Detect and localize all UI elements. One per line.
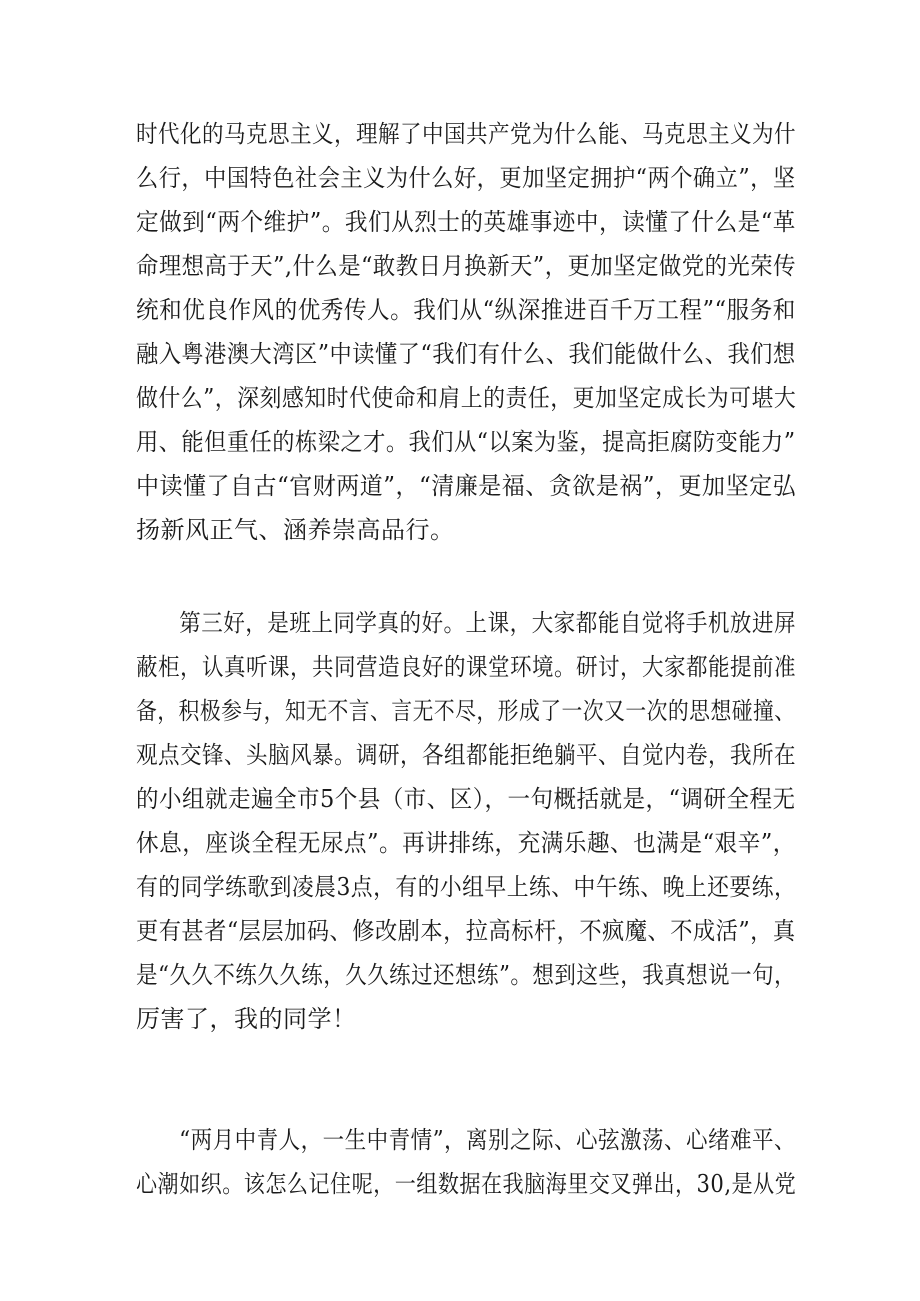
text-line: 统和优良作风的优秀传人。我们从“纵深推进百千万工程”“服务和 <box>136 296 796 324</box>
text-line: “两月中青人，一生中青情”，离别之际、心弦激荡、心绪难平、 <box>179 1126 797 1154</box>
text-line: 休息，座谈全程无尿点”。再讲排练，充满乐趣、也满是“艰辛”， <box>136 829 796 857</box>
text-line: 第三好，是班上同学真的好。上课，大家都能自觉将手机放进屏 <box>179 609 797 637</box>
text-line: 用、能但重任的栋梁之才。我们从“以案为鉴，提高拒腐防变能力” <box>136 428 796 456</box>
text-line: 融入粤港澳大湾区”中读懂了“我们有什么、我们能做什么、我们想 <box>136 340 796 368</box>
text-line: 厉害了，我的同学！ <box>136 1005 357 1033</box>
text-line: 时代化的马克思主义，理解了中国共产党为什么能、马克思主义为什 <box>136 120 797 148</box>
text-line: 定做到“两个维护”。我们从烈士的英雄事迹中，读懂了什么是“革 <box>136 208 796 236</box>
text-line: 心潮如织。该怎么记住呢，一组数据在我脑海里交叉弹出，30,是从党 <box>136 1170 797 1198</box>
text-line: 蔽柜，认真听课，共同营造良好的课堂环境。研讨，大家都能提前准 <box>136 653 797 681</box>
text-line: 观点交锋、头脑风暴。调研，各组都能拒绝躺平、自觉内卷，我所在 <box>136 741 797 769</box>
text-line: 是“久久不练久久练，久久练过还想练”。想到这些，我真想说一句， <box>136 961 797 989</box>
text-line: 扬新风正气、涵养崇高品行。 <box>136 516 455 544</box>
text-line: 中读懂了自古“官财两道”，“清廉是福、贪欲是祸”，更加坚定弘 <box>136 472 797 500</box>
text-line: 么行，中国特色社会主义为什么好，更加坚定拥护“两个确立”，坚 <box>136 164 796 192</box>
text-line: 命理想高于天”,什么是“敢教日月换新天”，更加坚定做党的光荣传 <box>136 252 796 280</box>
text-line: 有的同学练歌到凌晨3点，有的小组早上练、中午练、晚上还要练， <box>136 873 797 901</box>
text-line: 备，积极参与，知无不言、言无不尽，形成了一次又一次的思想碰撞、 <box>136 697 796 725</box>
paragraph-2 <box>136 601 796 1041</box>
text-line: 做什么”，深刻感知时代使命和肩上的责任，更加坚定成长为可堪大 <box>136 384 797 412</box>
paragraph-3 <box>136 1118 796 1206</box>
text-line: 的小组就走遍全市5个县（市、区），一句概括就是，“调研全程无 <box>136 785 796 813</box>
paragraph-1 <box>136 112 796 552</box>
text-line: 更有甚者“层层加码、修改剧本，拉高标杆，不疯魔、不成活”，真 <box>136 917 796 945</box>
